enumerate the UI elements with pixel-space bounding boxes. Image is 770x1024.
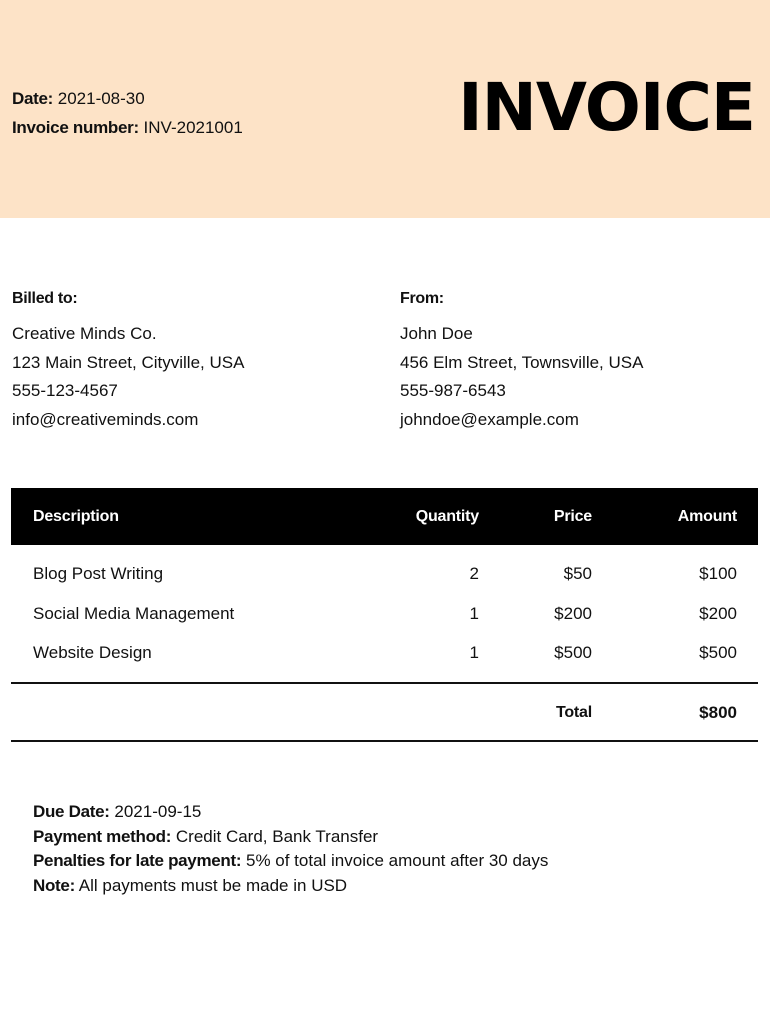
invoice-number-label: Invoice number: xyxy=(12,118,139,137)
item-price: $200 xyxy=(554,603,592,623)
penalties-line xyxy=(33,849,548,874)
billed-to-name: Creative Minds Co. xyxy=(12,324,157,343)
date-value: 2021-08-30 xyxy=(57,89,145,108)
billed-to-email: info@creativeminds.com xyxy=(12,409,199,429)
total-value: $800 xyxy=(699,703,737,722)
column-header-amount: Amount xyxy=(677,508,737,525)
invoice-date xyxy=(12,84,243,113)
from-email: johndoe@example.com xyxy=(400,409,579,429)
item-quantity: 2 xyxy=(469,564,479,583)
due-date-line xyxy=(33,800,548,825)
item-description: Website Design xyxy=(33,643,152,662)
payment-method-value: Credit Card, Bank Transfer xyxy=(175,826,379,846)
due-date-value: 2021-09-15 xyxy=(114,802,202,821)
item-price: $50 xyxy=(563,564,592,583)
billed-to-heading: Billed to: xyxy=(12,290,78,307)
penalties-value: 5% of total invoice amount after 30 days xyxy=(245,851,549,870)
from-phone: 555-987-6543 xyxy=(400,381,506,400)
invoice-header xyxy=(0,0,770,218)
note-label: Note: xyxy=(33,875,75,895)
invoice-number-value: INV-2021001 xyxy=(143,118,243,137)
invoice-number xyxy=(12,113,243,142)
note-value: All payments must be made in USD xyxy=(78,875,348,895)
note-line xyxy=(33,874,548,899)
total-row xyxy=(11,685,758,740)
item-price: $500 xyxy=(554,643,592,662)
total-label: Total xyxy=(555,704,592,721)
payment-method-line xyxy=(33,825,548,850)
due-date-label: Due Date: xyxy=(33,802,110,821)
table-row xyxy=(11,554,758,594)
item-description: Blog Post Writing xyxy=(33,564,164,583)
item-amount: $100 xyxy=(699,564,737,583)
penalties-label: Penalties for late payment: xyxy=(33,851,242,870)
invoice-meta xyxy=(12,84,243,142)
payment-method-label: Payment method: xyxy=(33,826,172,846)
total-top-divider xyxy=(11,682,758,684)
table-row xyxy=(11,633,758,673)
from-block xyxy=(400,289,643,434)
total-bottom-divider xyxy=(11,740,758,742)
billed-to-phone: 555-123-4567 xyxy=(12,381,118,400)
billed-to-block xyxy=(12,289,244,434)
date-label: Date: xyxy=(12,89,54,108)
column-header-description: Description xyxy=(33,508,119,525)
item-amount: $200 xyxy=(699,603,737,623)
from-name: John Doe xyxy=(400,324,473,343)
item-amount: $500 xyxy=(699,643,737,662)
item-quantity: 1 xyxy=(469,643,479,662)
billed-to-address: 123 Main Street, Cityville, USA xyxy=(12,352,245,372)
invoice-title: INVOICE xyxy=(458,69,755,146)
item-description: Social Media Management xyxy=(33,603,235,623)
table-header-row xyxy=(11,488,758,545)
from-address: 456 Elm Street, Townsville, USA xyxy=(400,352,644,372)
item-quantity: 1 xyxy=(469,603,479,623)
from-heading: From: xyxy=(400,290,444,307)
column-header-price: Price xyxy=(553,508,592,525)
table-row xyxy=(11,594,758,634)
line-items xyxy=(11,554,758,673)
column-header-quantity: Quantity xyxy=(415,508,479,525)
payment-notes xyxy=(33,800,548,898)
